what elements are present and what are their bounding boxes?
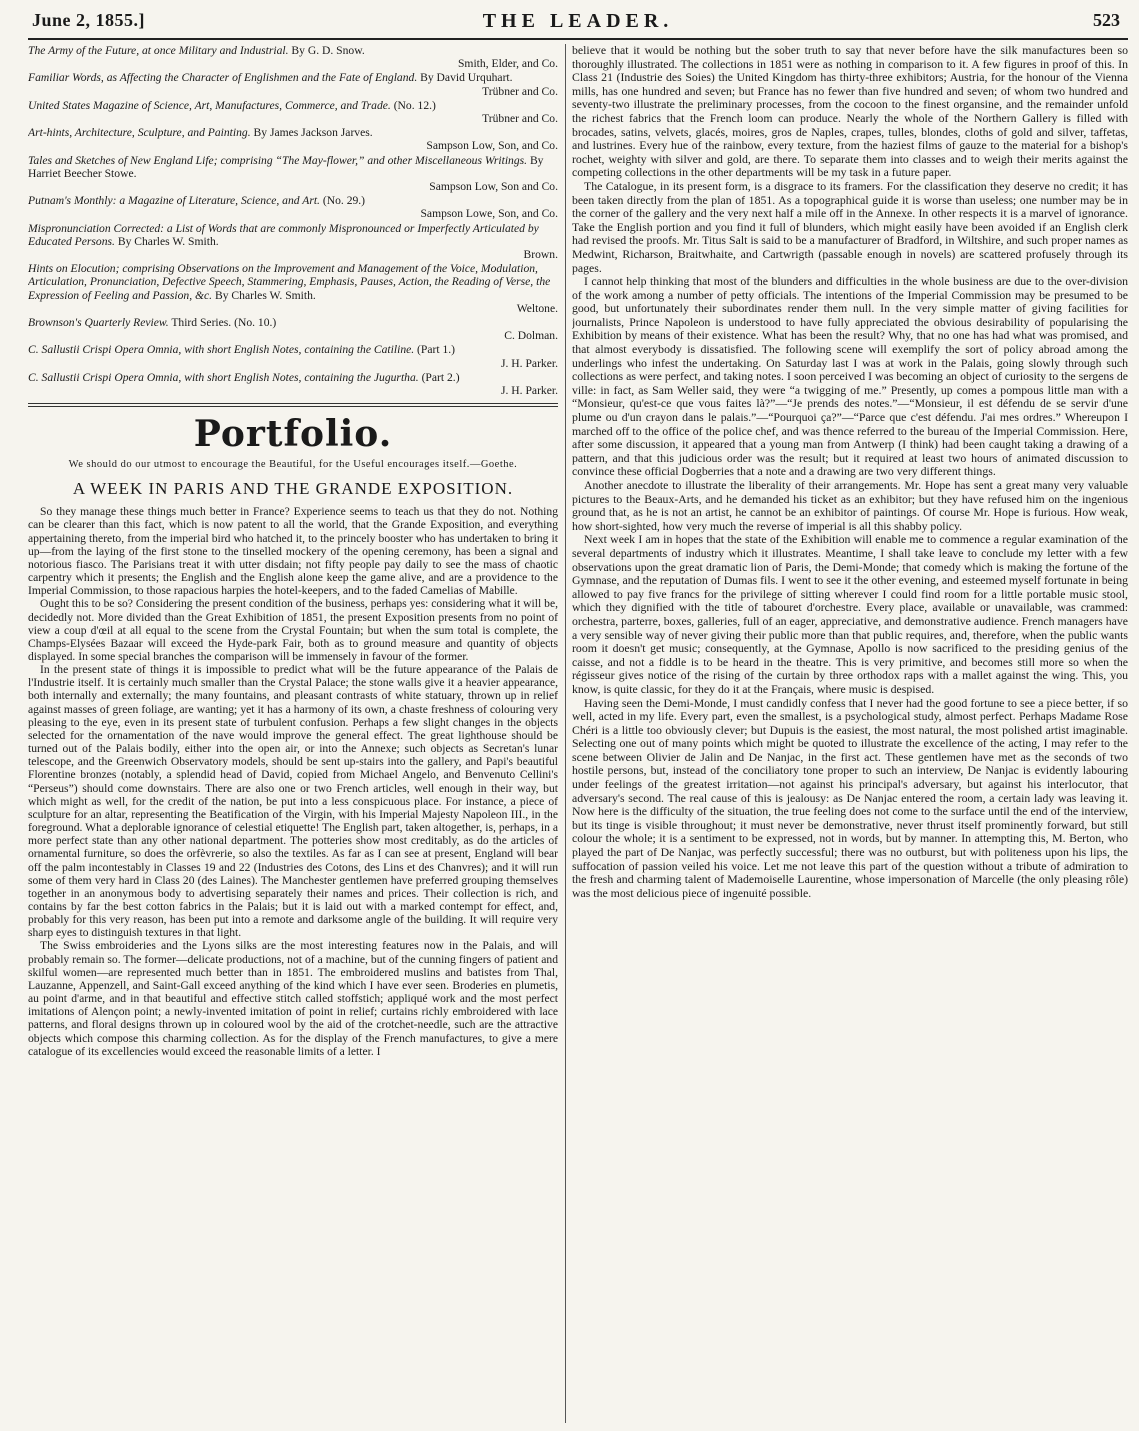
- page-number: 523: [1093, 10, 1120, 30]
- section-rule: [28, 403, 558, 407]
- book-entry: Hints on Elocution; comprising Observations on the Improvement and Management of the Voice, Modulation, Articulation, Pronunciation, Defective Speech, Stammering, Emphasis, Pauses, Action, the Reading of Verse, the Expression of Feeling and Passion, &c. By Charles W. Smith. Weltone.: [28, 262, 558, 315]
- book-entry: Tales and Sketches of New England Life; comprising “The May-flower,” and other Miscellaneous Writings. By Harriet Beecher Stowe. Sampson Low, Son and Co.: [28, 153, 558, 194]
- section-motto: We should do our utmost to encourage the Beautiful, for the Useful encourages itself.—Goethe.: [68, 459, 518, 471]
- paragraph: In the present state of things it is impossible to predict what will be the future appearance of the Palais de l'Industrie itself. It is certainly much smaller than the Crystal Palace; the stone walls give it a heavier appearance, both internally and externally; the many fountains, and pleasant contrasts of white statuary, thrown up in relief against masses of green foliage, are wanting; yet it has a harmony of its own, a chaste freshness of colouring very pleasing to the eye, even in its present state of turbulent confusion. Perhaps a few slight changes in the objects selected for the ornamentation of the nave would improve the general effect. The great lighthouse should be turned out of the Palais bodily, either into the open air, or into the Annexe; such objects as Secretan's lunar telescope, and the Greenwich Observatory models, should be sent up-stairs into the gallery, and Papi's beautiful Florentine bronzes (notably, a splendid head of David, copied from Michael Angelo, and Benvenuto Cellini's “Perseus”) should come downstairs. There are also one or two French articles, well enough in their way, but which might as well, for the credit of the nation, be put into a less conspicuous place. For instance, a piece of sculpture for an altar, representing the Beatification of the Virgin, with his Imperial Majesty Napoleon III., in the foreground. What a deplorable ignorance of celestial etiquette! The English part, taken altogether, is, perhaps, in a more perfect state than any other national department. The potteries show most creditably, as do the articles of ornamental furniture, so does the orfèvrerie, so also the textiles. As far as I can see at present, England will bear off the palm incontestably in Classes 19 and 22 (Industries des Cotons, des Lins et des Chanvres); and it will run some of them very hard in Class 20 (des Laines). The Manchester gentlemen have preferred grouping themselves together in an anonymous body to advertising separately their names and prices. Their collection is rich, and contains by far the best cotton fabrics in the Palais; but it is laid out with a marked contempt for effect, and, probably for this very reason, has been put into a remote and darksome angle of the building. It will require very sharp eyes to distinguish textures in that light.: [28, 663, 558, 940]
- issue-date: June 2, 1855.]: [32, 10, 146, 30]
- article-body-right: [572, 44, 1128, 900]
- book-entry: The Army of the Future, at once Military and Industrial. By G. D. Snow. Smith, Elder, and Co.: [28, 44, 558, 71]
- book-entry: Mispronunciation Corrected: a List of Words that are commonly Mispronounced or Imperfectly Articulated by Educated Persons. By Charles W. Smith. Brown.: [28, 221, 558, 262]
- paragraph: Another anecdote to illustrate the liberality of their arrangements. Mr. Hope has sent a great many very valuable pictures to the Beaux-Arts, and he demanded his ticket as an exhibitor; but they have refused him on the ingenious ground that, as he is not an artist, he cannot be an exhibitor of paintings. Of course Mr. Hope is furious. How weak, how short-sighted, how very much the reverse of imperial is all this shabby policy.: [572, 478, 1128, 533]
- book-entry: Brownson's Quarterly Review. Third Series. (No. 10.) C. Dolman.: [28, 316, 558, 343]
- article-title: A WEEK IN PARIS AND THE GRANDE EXPOSITION.: [72, 479, 514, 499]
- paper-title: THE LEADER.: [482, 10, 674, 32]
- article-body-left: [28, 505, 558, 1058]
- book-entry: C. Sallustii Crispi Opera Omnia, with short English Notes, containing the Catiline. (Part 1.) J. H. Parker.: [28, 343, 558, 370]
- section-heading: Portfolio.: [193, 413, 393, 456]
- column-divider: [565, 44, 566, 1423]
- masthead: [28, 8, 1128, 34]
- books-received-list: [28, 44, 558, 397]
- book-entry: C. Sallustii Crispi Opera Omnia, with short English Notes, containing the Jugurtha. (Part 2.) J. H. Parker.: [28, 370, 558, 398]
- paragraph: The Swiss embroideries and the Lyons silks are the most interesting features now in the Palais, and will probably remain so. The former—delicate productions, not of a machine, but of the cunning fingers of patient and skilful women—are represented much better than in 1851. The embroidered muslins and batistes from Thal, Lauzanne, Appenzell, and Saint-Gall exceed anything of the kind which I have ever seen. Broderies en plumetis, au point d'arme, and in that beautiful and effective stitch called stoffstich; appliqué work and the most perfect imitations of Alençon point; a newly-invented imitation of point in relief; curtains richly embroidered with lace patterns, and floral designs thrown up in coloured wool by the aid of the crotchet-needle, such are the attractive objects which compose this charming collection. As for the display of the French manufactures, to give a mere catalogue of its excellencies would exceed the reasonable limits of a letter. I: [28, 939, 558, 1058]
- left-column: [28, 44, 558, 1423]
- paragraph: Ought this to be so? Considering the present condition of the business, perhaps yes: considering what it will be, decidedly not. More divided than the Great Exhibition of 1851, the present Exposition presents from no point of view a coup d'œil at all equal to the scene from the Crystal Fountain; but when the sum total is complete, the Champs-Elysées Bazaar will exceed the Hyde-park Fair, both as to ground measure and quantity of objects displayed. In some special branches the comparison will be immensely in favour of the former.: [28, 597, 558, 663]
- masthead-rule: [28, 38, 1128, 40]
- paragraph: So they manage these things much better in France? Experience seems to teach us that they do not. Nothing can be clearer than this fact, which is now patent to all the world, that the Grande Exposition, and everything appertaining thereto, from the imperial bird who hatched it, to the princely booster who has undertaken to bring it up—from the laying of the first stone to the tinselled mockery of the opening ceremony, has been a signal and notorious fiasco. The Parisians treat it with utter disdain; not fifty people pay daily to see the mass of chaotic carpentry which it presents; the English and the English alone keep the game alive, and are a providence to the Imperial Commission, to those rapacious harpies the hotel-keepers, and to the faded Camelias of Mabille.: [28, 505, 558, 598]
- paragraph: I cannot help thinking that most of the blunders and difficulties in the whole business are due to the over-division of the work among a number of petty officials. The intentions of the Imperial Commission may be presumed to be good, but unfortunately their subordinates render them null. In the very simple matter of giving facilities for journalists, Prince Napoleon is understood to have fully appreciated the obvious desirability of popularising the Exhibition by means of their existence. What has been the result? Why, that no one has had what was promised, and that almost everybody is dissatisfied. The following scene will exemplify the sort of policy abroad among the underlings who infest the undertaking. On Saturday last I was at work in the Palais, going slowly through such collections as were perfect, and taking notes. I soon perceived I was becoming an object of curiosity to the sergens de ville: in fact, as Sam Weller said, they were “a twigging of me.” Presently, up comes a pompous little man with a “Monsieur, qu'est-ce que vous faites là?”—“Je prends des notes.”—“Monsieur, il est défendu de se servir d'une plume ou d'un crayon dans le palais.”—“Pourquoi ça?”—“Parce que c'est défendu. J'ai mes ordres.” Whereupon I marched off to the office of the police chef, and was thence referred to the bureau of the Imperial Commission. Here, after some discussion, it appeared that a young man from Antwerp (I think) had been caught taking a drawing of a pattern, and that this judicious order was the result; but it required at least two hours of animated discussion to convince these official Dogberries that a note and a drawing are two very different things.: [572, 274, 1128, 479]
- paragraph: Next week I am in hopes that the state of the Exhibition will enable me to commence a regular examination of the several departments of industry which it illustrates. Meantime, I shall take leave to conclude my letter with a few observations upon the great dramatic lion of Paris, the Demi-Monde; that comedy which is making the fortune of the Gymnase, and the reputation of Dumas fils. I went to see it the other evening, and esteemed myself fortunate in being allowed to pay five francs for the privilege of sitting wherever I could find room for a little portable music stool, which they dignified with the title of tabouret d'orchestre. Every place, available or unavailable, was crammed: orchestra, parterre, boxes, galleries, full of an eager, appreciative, and demonstrative audience. French managers have a very sensible way of never giving their public more than that public requires, and, therefore, when the public wants room it doesn't get music; consequently, at the Gymnase, Apollo is now sacrificed to the presiding genius of the caisse, and not a fiddle is to be heard in the theatre. This is very primitive, and becomes still more so when the régisseur gives notice of the rising of the curtain by three orthodox raps with a mallet against the wing. This, you know, is quite classic, for they do it at the Français, where music is despised.: [572, 532, 1128, 696]
- paragraph: Having seen the Demi-Monde, I must candidly confess that I never had the good fortune to see a piece better, if so well, acted in my life. Every part, even the smallest, is a psychological study, almost perfect. Perhaps Madame Rose Chéri is a little too obviously clever; but Dupuis is the easiest, the most natural, the most polished artist imaginable. Selecting one out of many points which might be quoted to illustrate the excellence of the acting, I may refer to the scene between Olivier de Jalin and De Nanjac, in the first act. These gentlemen have met as the seconds of two hostile persons, but, instead of the conciliatory tone proper to such an interview, De Nanjac is evidently labouring under feelings of the greatest irritation—not against his principal's adversary, but against his interlocutor, that adversary's second. The real cause of this is jealousy: as De Nanjac entered the room, a certain lady was leaving it. Now here is the difficulty of the situation, the true feeling does not come to the surface until the end of the interview, but its tinge is visible throughout; it must never be demonstrative, never thrust itself prominently forward, but still colour the whole; it is a sentiment to be expressed, not in words, but by manner. In attempting this, M. Berton, who played the part of De Nanjac, was perfectly successful; there was no outburst, but with politeness upon his lips, the suffocation of passion veiled his voice. Let me not leave this part of the question without a tribute of admiration to the fresh and charming talent of Mademoiselle Laurentine, whose impersonation of Marcelle (the only pleasing rôle) was the most delicious piece of ingenuité possible.: [572, 695, 1128, 900]
- book-entry: Art-hints, Architecture, Sculpture, and Painting. By James Jackson Jarves. Sampson Low, Son, and Co.: [28, 126, 558, 153]
- book-entry: Putnam's Monthly: a Magazine of Literature, Science, and Art. (No. 29.) Sampson Lowe, Son, and Co.: [28, 194, 558, 221]
- right-column: [572, 44, 1128, 1423]
- paragraph: The Catalogue, in its present form, is a disgrace to its framers. For the classification they deserve no credit; it has been taken directly from the plan of 1851. As a topographical guide it is worse than useless; one number may be in the corner of the gallery and the very next half a mile off in the Annexe. In other respects it is a marvel of ignorance. Take the English portion and you find it full of blunders, which might easily have been avoided if an English clerk had revised the proofs. Mr. Titus Salt is said to be a manufacturer of Bradford, in Wiltshire, and such proper names as Medwint, Richarson, Braitwhaite, and Cartwrigth (passable enough in novels) are scattered profusely through its pages.: [572, 178, 1128, 275]
- book-entry: Familiar Words, as Affecting the Character of Englishmen and the Fate of England. By David Urquhart. Trübner and Co.: [28, 71, 558, 98]
- book-entry: United States Magazine of Science, Art, Manufactures, Commerce, and Trade. (No. 12.) Trübner and Co.: [28, 98, 558, 126]
- paragraph: believe that it would be nothing but the sober truth to say that never before have the silk manufactures been so thoroughly illustrated. The collections in 1851 were as nothing in comparison to it. A few figures in proof of this. In Class 21 (Industrie des Soies) the United Kingdom has thirty-three exhibitors; Austria, for the honour of the Vienna mills, has one hundred and seven; but France has no fewer than five hundred and seven; of whom two hundred and seventy-two illustrate the preliminary processes, from the cocoon to the finest organsine, and the remainder unfold the richest fabrics that the French loom can produce. Nearly the whole of the Northern Gallery is filled with brocades, satins, velvets, glacés, moires, gros de Naples, crapes, tulles, blondes, cloths of gold and silver, taffetas, and lustrines. Every hue of the rainbow, every texture, from the haziest films of gauze to the material for a bishop's rochet, weighty with silver and gold, are there. To separate them into classes and to weigh their merits against the competing collections in the other departments will be my task in a future paper.: [572, 44, 1128, 180]
